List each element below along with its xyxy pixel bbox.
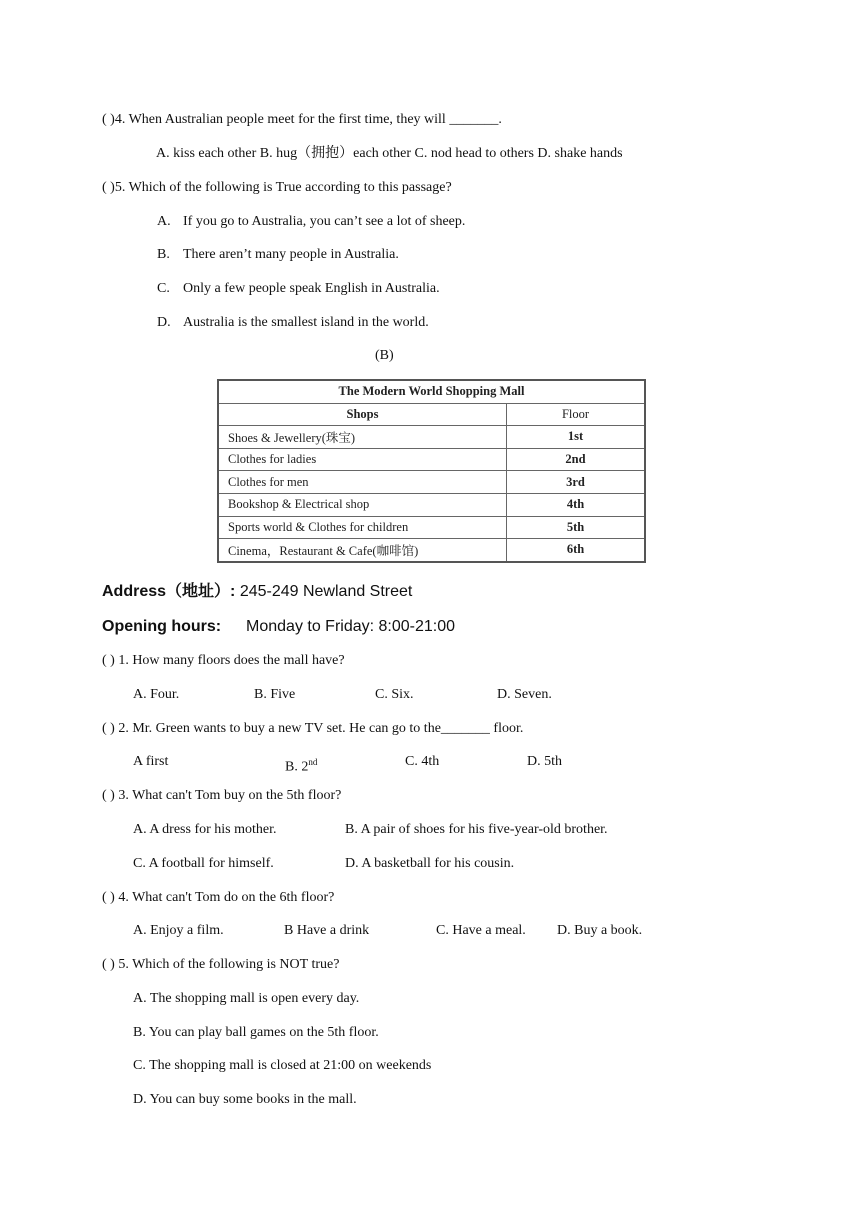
option: D. Buy a book. (557, 923, 643, 938)
table-header-floor: Floor (507, 403, 646, 426)
question-b5-stem: ( ) 5. Which of the following is NOT true? (102, 957, 340, 972)
option-text: Only a few people speak English in Australia. (183, 281, 440, 296)
shop-cell: Clothes for ladies (218, 448, 507, 471)
option-text: If you go to Australia, you can’t see a lot of sheep. (183, 214, 466, 229)
table-row (218, 493, 645, 516)
question-a4-stem: ( )4. When Australian people meet for the first time, they will _______. (102, 112, 502, 127)
option-text: Australia is the smallest island in the world. (183, 315, 429, 330)
shop-cell: Cinema，Restaurant & Cafe(咖啡馆) (218, 539, 507, 562)
table-row (218, 516, 645, 539)
table-row (218, 471, 645, 494)
section-b-label: (B) (375, 348, 394, 363)
option: B Have a drink (284, 923, 370, 938)
option: A. The shopping mall is open every day. (133, 991, 360, 1006)
option-letter: B. (157, 247, 170, 262)
table-row (218, 539, 645, 562)
table-title: The Modern World Shopping Mall (218, 380, 645, 403)
question-a5-stem: ( )5. Which of the following is True according to this passage? (102, 180, 452, 195)
option: C. A football for himself. (133, 856, 274, 871)
option: B. A pair of shoes for his five-year-old brother. (345, 822, 608, 837)
floor-cell: 6th (507, 539, 646, 562)
question-b1-stem: ( ) 1. How many floors does the mall have? (102, 653, 345, 668)
option-letter: A. (157, 214, 171, 229)
option: C. Six. (375, 687, 414, 702)
table-row (218, 426, 645, 449)
option: C. The shopping mall is closed at 21:00 on weekends (133, 1058, 432, 1073)
option: B. You can play ball games on the 5th floor. (133, 1025, 379, 1040)
option: D. A basketball for his cousin. (345, 856, 515, 871)
question-a4-options: A. kiss each other B. hug（拥抱）each other C. nod head to others D. shake hands (156, 146, 623, 161)
floor-cell: 4th (507, 493, 646, 516)
option: C. 4th (405, 754, 440, 769)
table-header-shops: Shops (218, 403, 507, 426)
address-label: Address（地址）: (102, 583, 236, 600)
shop-cell: Clothes for men (218, 471, 507, 494)
option-letter: D. (157, 315, 171, 330)
address-line (102, 583, 412, 601)
option: A. Enjoy a film. (133, 923, 224, 938)
opening-hours-line (102, 618, 455, 636)
option: D. 5th (527, 754, 562, 769)
option: C. Have a meal. (436, 923, 526, 938)
opening-hours-value: Monday to Friday: 8:00-21:00 (246, 618, 456, 635)
option: D. Seven. (497, 687, 552, 702)
option-text: There aren’t many people in Australia. (183, 247, 399, 262)
option: B. 2nd (285, 757, 318, 775)
question-b4-stem: ( ) 4. What can't Tom do on the 6th floor? (102, 890, 335, 905)
shop-cell: Shoes & Jewellery(珠宝) (218, 426, 507, 449)
opening-hours-label: Opening hours: (102, 618, 222, 635)
table-row (218, 448, 645, 471)
option: B. Five (254, 687, 296, 702)
question-b3-stem: ( ) 3. What can't Tom buy on the 5th floor? (102, 788, 342, 803)
option: A. A dress for his mother. (133, 822, 277, 837)
floor-cell: 1st (507, 426, 646, 449)
shop-cell: Sports world & Clothes for children (218, 516, 507, 539)
option: A. Four. (133, 687, 180, 702)
question-b2-stem: ( ) 2. Mr. Green wants to buy a new TV set. He can go to the_______ floor. (102, 721, 524, 736)
option-letter: C. (157, 281, 170, 296)
mall-directory-table (217, 379, 646, 563)
option: D. You can buy some books in the mall. (133, 1092, 357, 1107)
floor-cell: 3rd (507, 471, 646, 494)
option: A first (133, 754, 169, 769)
floor-cell: 2nd (507, 448, 646, 471)
shop-cell: Bookshop & Electrical shop (218, 493, 507, 516)
floor-cell: 5th (507, 516, 646, 539)
address-value: 245-249 Newland Street (239, 583, 413, 600)
